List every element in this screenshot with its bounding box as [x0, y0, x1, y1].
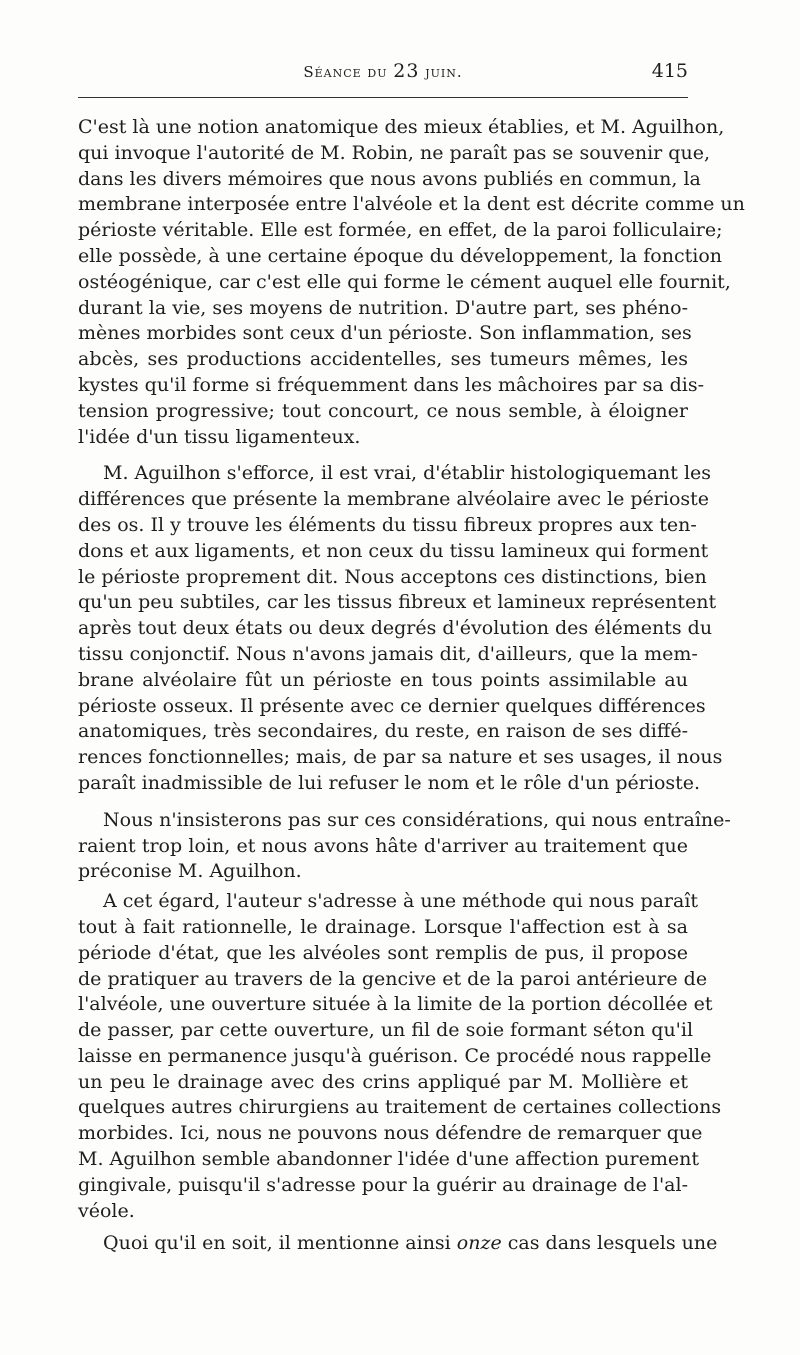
text-line: C'est là une notion anatomique des mieux établies, et M. Aguilhon, — [78, 116, 725, 138]
running-title — [78, 60, 688, 82]
paragraph-4 — [78, 889, 722, 1224]
text-line: qu'un peu subtiles, car les tissus fibreux et lamineux représentent — [78, 591, 717, 614]
text-line: kystes qu'il forme si fréquemment dans les mâchoires par sa dis- — [78, 373, 705, 396]
text-line — [78, 1231, 718, 1257]
text-line: durant la vie, ses moyens de nutrition. D'autre part, ses phéno- — [78, 296, 688, 319]
body-text — [78, 115, 745, 1257]
text-line: elle possède, à une certaine époque du développement, la fonction — [78, 244, 722, 267]
text-line: périoste osseux. Il présente avec ce dernier quelques différences — [78, 694, 706, 717]
text-line: laisse en permanence jusqu'à guérison. Ce procédé nous rappelle — [78, 1044, 712, 1067]
italic-text-run: onze — [456, 1232, 502, 1255]
text-run: cas dans lesquels une — [501, 1232, 718, 1255]
text-line: tissu conjonctif. Nous n'avons jamais dit, d'ailleurs, que la mem- — [78, 642, 698, 665]
text-line: mènes morbides sont ceux d'un périoste. Son inflammation, ses — [78, 322, 692, 345]
text-line: paraît inadmissible de lui refuser le nom et le rôle d'un périoste. — [78, 771, 701, 794]
text-line: différences que présente la membrane alvéolaire avec le périoste — [78, 488, 710, 511]
text-line: véole. — [78, 1199, 135, 1222]
text-line: morbides. Ici, nous ne pouvons nous défendre de remarquer que — [78, 1122, 703, 1145]
text-line: M. Aguilhon s'efforce, il est vrai, d'établir histologiquemant les — [103, 462, 712, 485]
text-line: quelques autres chirurgiens au traitement de certaines collections — [78, 1096, 722, 1119]
text-line: tension progressive; tout concourt, ce nous semble, à éloigner — [78, 399, 688, 422]
text-line: ostéogénique, car c'est elle qui forme le cément auquel elle fournit, — [78, 270, 731, 293]
text-line: après tout deux états ou deux degrés d'évolution des éléments du — [78, 617, 713, 640]
paragraph-2 — [78, 461, 723, 796]
running-title-number: 23 — [393, 60, 420, 82]
text-line: qui invoque l'autorité de M. Robin, ne paraît pas se souvenir que, — [78, 141, 710, 164]
text-line: rences fonctionnelles; mais, de par sa nature et ses usages, il nous — [78, 746, 723, 769]
text-line: période d'état, que les alvéoles sont remplis de pus, il propose — [78, 941, 688, 964]
running-title-prefix: Séance du — [303, 63, 394, 81]
text-line: l'idée d'un tissu ligamenteux. — [78, 425, 361, 448]
text-line: gingivale, puisqu'il s'adresse pour la guérir au drainage de l'al- — [78, 1173, 688, 1196]
text-run: Quoi qu'il en soit, il mentionne ainsi — [103, 1232, 457, 1255]
text-line: des os. Il y trouve les éléments du tissu fibreux propres aux ten- — [78, 513, 697, 536]
header-rule — [78, 97, 688, 98]
paragraph-5 — [78, 1231, 718, 1257]
running-header — [78, 60, 688, 90]
page-number: 415 — [651, 60, 688, 82]
text-line: abcès, ses productions accidentelles, ses tumeurs mêmes, les — [78, 348, 688, 371]
text-line: l'alvéole, une ouverture située à la limite de la portion décollée et — [78, 993, 713, 1016]
text-line: dons et aux ligaments, et non ceux du tissu lamineux qui forment — [78, 539, 709, 562]
text-line: de pratiquer au travers de la gencive et de la paroi antérieure de — [78, 967, 708, 990]
text-line: Nous n'insisterons pas sur ces considérations, qui nous entraîne- — [103, 808, 731, 831]
running-title-suffix: juin. — [419, 63, 463, 81]
text-line: un peu le drainage avec des crins appliqué par M. Mollière et — [78, 1070, 688, 1093]
text-line: membrane interposée entre l'alvéole et la dent est décrite comme un — [78, 193, 745, 216]
text-line: préconise M. Aguilhon. — [78, 860, 302, 883]
text-line: tout à fait rationnelle, le drainage. Lorsque l'affection est à sa — [78, 915, 688, 938]
text-line: M. Aguilhon semble abandonner l'idée d'une affection purement — [78, 1148, 699, 1171]
text-line: périoste véritable. Elle est formée, en effet, de la paroi folliculaire; — [78, 219, 723, 242]
text-line: brane alvéolaire fût un périoste en tous points assimilable au — [78, 668, 688, 691]
text-line: anatomiques, très secondaires, du reste, en raison de ses diffé- — [78, 720, 688, 743]
text-line: A cet égard, l'auteur s'adresse à une méthode qui nous paraît — [103, 890, 699, 913]
text-line: dans les divers mémoires que nous avons publiés en commun, la — [78, 167, 701, 190]
paragraph-3 — [78, 808, 731, 885]
text-line: raient trop loin, et nous avons hâte d'arriver au traitement que — [78, 834, 688, 857]
text-line: le périoste proprement dit. Nous acceptons ces distinctions, bien — [78, 565, 707, 588]
text-line: de passer, par cette ouverture, un fil de soie formant séton qu'il — [78, 1019, 694, 1042]
paragraph-1 — [78, 115, 745, 450]
